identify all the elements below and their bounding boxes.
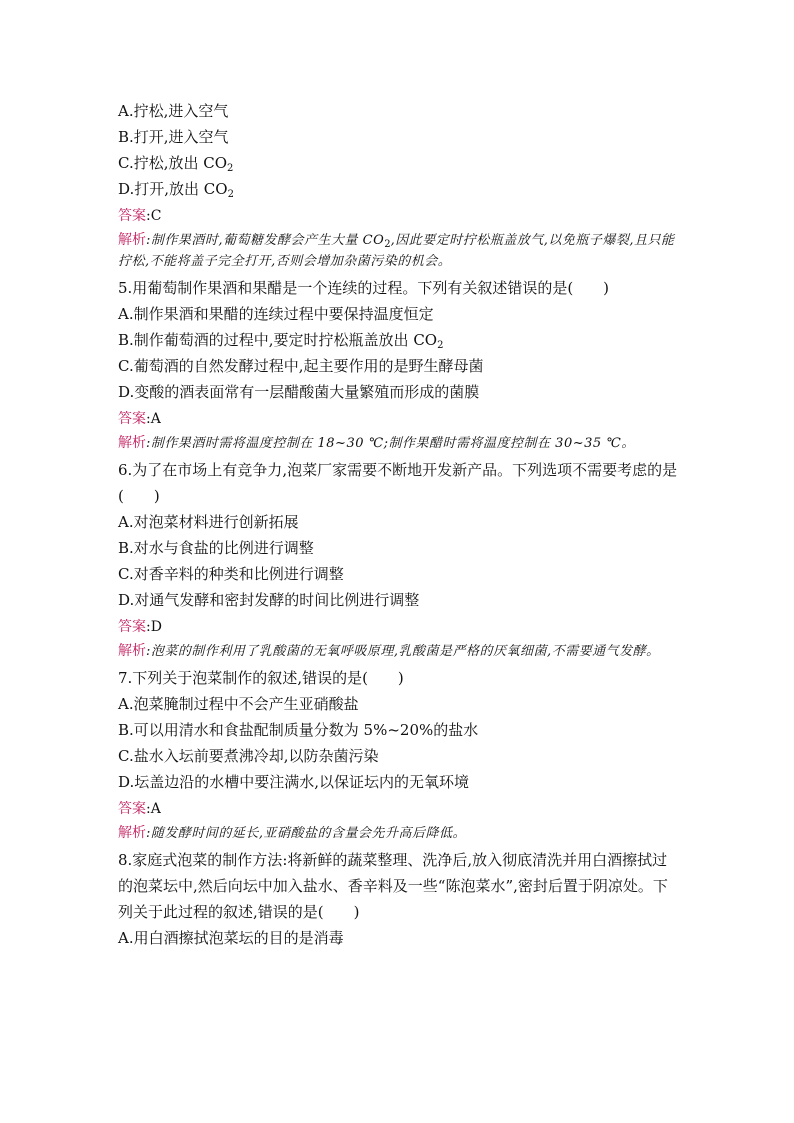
q5-stem: 5.用葡萄制作果酒和果醋是一个连续的过程。下列有关叙述错误的是( ) bbox=[118, 279, 610, 297]
q6-option-a: A.对泡菜材料进行创新拓展 bbox=[118, 513, 299, 531]
q7-option-c: C.盐水入坛前要煮沸冷却,以防杂菌污染 bbox=[118, 747, 379, 765]
q4-option-b: B.打开,进入空气 bbox=[118, 128, 229, 146]
q5-explanation: 解析:制作果酒时需将温度控制在 18~30 ℃;制作果醋时需将温度控制在 30~35 ℃。 bbox=[118, 435, 635, 451]
explanation-label: 解析 bbox=[118, 232, 146, 248]
q4-answer bbox=[118, 202, 678, 228]
answer-value: :D bbox=[146, 619, 162, 635]
explanation-label: 解析 bbox=[118, 435, 146, 451]
q5-option-a: A.制作果酒和果醋的连续过程中要保持温度恒定 bbox=[118, 305, 434, 323]
explanation-label: 解析 bbox=[118, 825, 146, 841]
q6-option-c: C.对香辛料的种类和比例进行调整 bbox=[118, 565, 344, 583]
q4-option-d: D.打开,放出 $CO_2$ bbox=[118, 180, 234, 200]
q4-option-a: A.拧松,进入空气 bbox=[118, 102, 229, 120]
q5-option-d: D.变酸的酒表面常有一层醋酸菌大量繁殖而形成的菌膜 bbox=[118, 383, 480, 401]
answer-value: :A bbox=[146, 411, 161, 427]
q6-option-b: B.对水与食盐的比例进行调整 bbox=[118, 539, 314, 557]
q5-option-c: C.葡萄酒的自然发酵过程中,起主要作用的是野生酵母菌 bbox=[118, 357, 484, 375]
q6-stem: 6.为了在市场上有竞争力,泡菜厂家需要不断地开发新产品。下列选项不需要考虑的是( ) bbox=[118, 461, 678, 505]
answer-label: 答案 bbox=[118, 411, 146, 427]
answer-label: 答案 bbox=[118, 208, 146, 224]
q5-option-b: B.制作葡萄酒的过程中,要定时拧松瓶盖放出 $CO_2$ bbox=[118, 331, 444, 351]
q7-option-a: A.泡菜腌制过程中不会产生亚硝酸盐 bbox=[118, 695, 359, 713]
q7-answer bbox=[118, 795, 678, 821]
q7-option-d: D.坛盖边沿的水槽中要注满水,以保证坛内的无氧环境 bbox=[118, 773, 470, 791]
q7-option-b: B.可以用清水和食盐配制质量分数为 5%~20%的盐水 bbox=[118, 721, 479, 739]
q6-option-d: D.对通气发酵和密封发酵的时间比例进行调整 bbox=[118, 591, 420, 609]
q4-option-c: C.拧松,放出 $CO_2$ bbox=[118, 154, 234, 174]
q7-explanation: 解析:随发酵时间的延长,亚硝酸盐的含量会先升高后降低。 bbox=[118, 825, 467, 841]
q6-answer bbox=[118, 613, 678, 639]
q7-stem: 7.下列关于泡菜制作的叙述,错误的是( ) bbox=[118, 669, 404, 687]
q6-explanation: 解析:泡菜的制作利用了乳酸菌的无氧呼吸原理,乳酸菌是严格的厌氧细菌,不需要通气发酵。 bbox=[118, 643, 660, 659]
answer-value: :C bbox=[146, 208, 162, 224]
q8-option-a: A.用白酒擦拭泡菜坛的目的是消毒 bbox=[118, 929, 344, 947]
answer-label: 答案 bbox=[118, 801, 146, 817]
answer-label: 答案 bbox=[118, 619, 146, 635]
answer-value: :A bbox=[146, 801, 161, 817]
q5-answer bbox=[118, 405, 678, 431]
q8-stem: 8.家庭式泡菜的制作方法:将新鲜的蔬菜整理、洗净后,放入彻底清洗并用白酒擦拭过的泡菜坛中,然后向坛中加入盐水、香辛料及一些“陈泡菜水”,密封后置于阴凉处。下列关于此过程的叙述,错误的是( ) bbox=[118, 851, 668, 921]
explanation-label: 解析 bbox=[118, 643, 146, 659]
q4-explanation: 解析:制作果酒时,葡萄糖发酵会产生大量 $CO_2$,因此要定时拧松瓶盖放气,以免瓶子爆裂,且只能拧松,不能将盖子完全打开,否则会增加杂菌污染的机会。 bbox=[118, 232, 675, 269]
document-page bbox=[118, 98, 678, 951]
